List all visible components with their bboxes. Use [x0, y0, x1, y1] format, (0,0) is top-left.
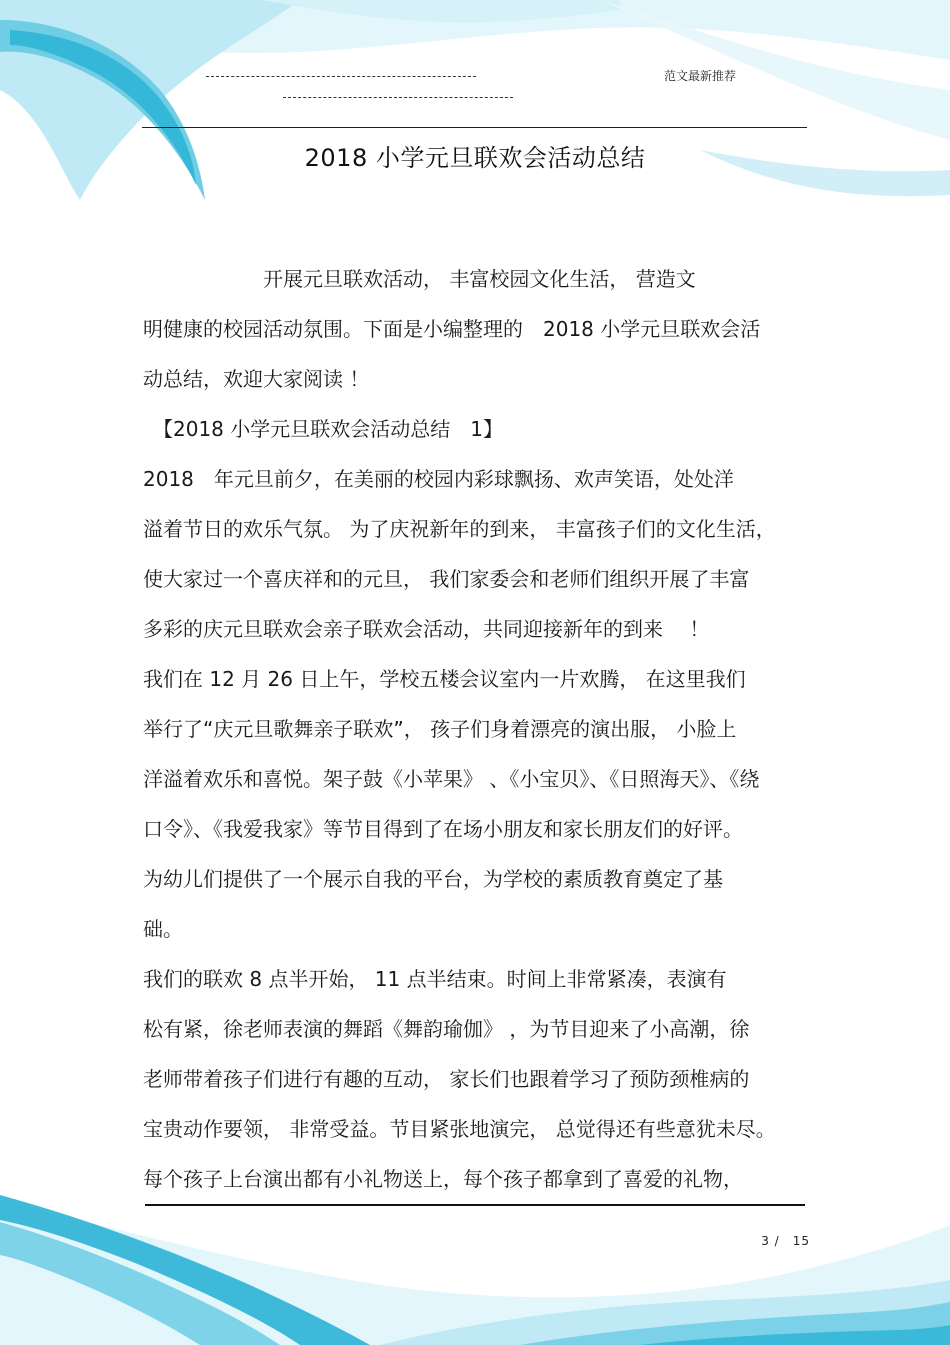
body-line: 多彩的庆元旦联欢会亲子联欢会活动，共同迎接新年的到来 ！	[143, 617, 710, 641]
body-line: 动总结，欢迎大家阅读 ！	[143, 367, 370, 391]
body-line: 我们在 12 月 26 日上午，学校五楼会议室内一片欢腾， 在这里我们	[143, 667, 746, 691]
header-label: 范文最新推荐	[663, 69, 736, 83]
body-line: 溢着节日的欢乐气氛。 为了庆祝新年的到来， 丰富孩子们的文化生活，	[143, 517, 776, 541]
body-line: 使大家过一个喜庆祥和的元旦， 我们家委会和老师们组织开展了丰富	[143, 567, 750, 591]
page-number: 3 / 15	[761, 1234, 810, 1248]
body-line: 2018 年元旦前夕，在美丽的校园内彩球飘扬、欢声笑语，处处洋	[143, 467, 734, 491]
body-line: 我们的联欢 8 点半开始， 11 点半结束。时间上非常紧凑，表演有	[143, 967, 727, 991]
body-line: 口令》、《我爱我家》等节目得到了在场小朋友和家长朋友们的好评。	[143, 817, 743, 841]
header-dashed-line-1	[206, 76, 476, 77]
body-line: 每个孩子上台演出都有小礼物送上，每个孩子都拿到了喜爱的礼物，	[143, 1167, 743, 1191]
body-line: 洋溢着欢乐和喜悦。架子鼓《小苹果》 、《小宝贝》、《日照海天》、《绕	[143, 767, 760, 791]
footer-rule	[145, 1204, 805, 1206]
body-line: 老师带着孩子们进行有趣的互动， 家长们也跟着学习了预防颈椎病的	[143, 1067, 750, 1091]
body-line: 宝贵动作要领， 非常受益。节目紧张地演完， 总觉得还有些意犹未尽。	[143, 1117, 776, 1141]
body-line: 举行了“庆元旦歌舞亲子联欢”， 孩子们身着漂亮的演出服， 小脸上	[143, 717, 737, 741]
body-line: 础。	[143, 917, 183, 941]
header-dashed-line-2	[283, 97, 513, 98]
header-rule	[142, 127, 807, 128]
body-line: 开展元旦联欢活动， 丰富校园文化生活， 营造文	[143, 267, 696, 291]
document-body	[143, 254, 808, 1204]
section-heading: 【2018 小学元旦联欢会活动总结 1】	[143, 417, 503, 441]
body-line: 明健康的校园活动氛围。下面是小编整理的 2018 小学元旦联欢会活	[143, 317, 761, 341]
body-line: 松有紧，徐老师表演的舞蹈《舞韵瑜伽》 ，为节目迎来了小高潮，徐	[143, 1017, 750, 1041]
body-line: 为幼儿们提供了一个展示自我的平台，为学校的素质教育奠定了基	[143, 867, 723, 891]
document-title: 2018 小学元旦联欢会活动总结	[304, 144, 646, 172]
